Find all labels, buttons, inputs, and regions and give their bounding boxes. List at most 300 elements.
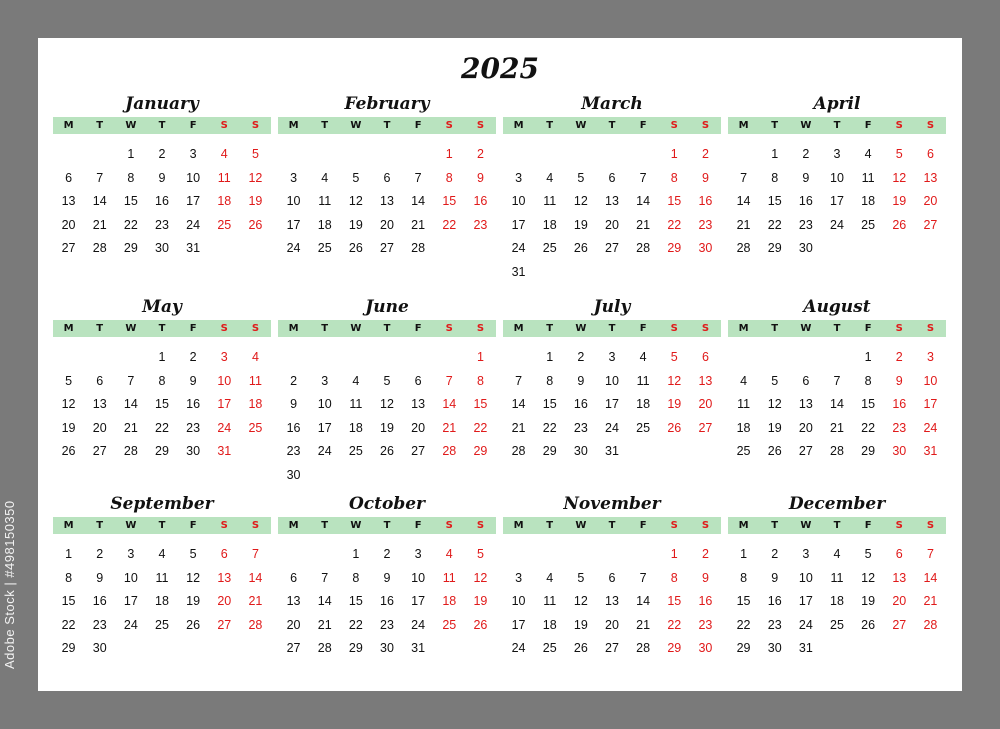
day-cell: 5	[864, 547, 872, 561]
day-cell: 9	[701, 170, 709, 185]
day-cell: 16	[286, 420, 301, 435]
day-cell: 30	[698, 241, 713, 255]
month-may	[53, 296, 271, 486]
empty-cell	[309, 543, 340, 567]
day-cell: 23	[473, 217, 488, 232]
day-cell: 11	[636, 373, 650, 388]
empty-cell	[53, 346, 84, 370]
weekday-header	[503, 320, 721, 337]
day-cell: 20	[798, 420, 813, 435]
day-cell: 14	[511, 397, 526, 411]
day-cell: 21	[830, 420, 844, 435]
day-cell: 1	[65, 547, 73, 561]
day-cell: 4	[220, 147, 228, 161]
day-cell: 19	[892, 194, 907, 208]
day-cell: 13	[217, 570, 232, 585]
weekday-label: S	[445, 323, 453, 334]
day-cell: 4	[321, 170, 329, 185]
day-cell: 12	[348, 194, 363, 208]
weekday-label: S	[926, 323, 935, 334]
day-cell: 21	[736, 217, 751, 232]
month-name: May	[142, 297, 182, 317]
day-grid	[278, 346, 496, 487]
weekday-label: T	[833, 120, 841, 131]
day-cell: 29	[473, 444, 488, 458]
day-grid	[728, 143, 946, 261]
day-cell: 24	[411, 617, 426, 632]
day-cell: 20	[92, 420, 107, 435]
day-cell: 24	[286, 241, 301, 255]
day-cell: 17	[605, 397, 619, 411]
weekday-label: T	[771, 520, 779, 531]
weekday-label: T	[321, 323, 329, 334]
day-cell: 11	[217, 170, 231, 185]
day-cell: 10	[923, 373, 938, 388]
day-cell: 22	[61, 617, 76, 632]
day-cell: 7	[445, 373, 453, 388]
day-cell: 18	[317, 217, 332, 232]
day-cell: 6	[701, 350, 709, 364]
empty-cell	[371, 143, 402, 167]
day-cell: 10	[317, 397, 332, 411]
day-cell: 8	[670, 570, 678, 585]
day-cell: 27	[217, 617, 232, 632]
day-cell: 13	[798, 397, 813, 411]
weekday-label: F	[189, 120, 197, 131]
weekday-label: F	[414, 120, 422, 131]
day-cell: 3	[414, 547, 422, 561]
day-cell: 7	[321, 570, 329, 585]
weekday-label: T	[158, 323, 166, 334]
day-grid	[728, 346, 946, 464]
day-cell: 8	[864, 373, 872, 388]
empty-cell	[503, 143, 534, 167]
day-cell: 14	[411, 194, 426, 208]
day-cell: 9	[802, 170, 810, 185]
day-cell: 1	[546, 350, 554, 364]
empty-cell	[84, 143, 115, 167]
day-cell: 3	[321, 373, 329, 388]
day-cell: 16	[186, 397, 201, 411]
weekday-label: M	[738, 520, 749, 531]
day-cell: 17	[511, 617, 526, 632]
weekday-label: F	[864, 520, 872, 531]
weekday-label: S	[445, 120, 453, 131]
day-cell: 9	[701, 570, 709, 585]
weekday-label: W	[125, 323, 137, 334]
day-cell: 17	[511, 217, 526, 232]
weekday-label: T	[96, 520, 104, 531]
day-cell: 10	[286, 194, 301, 208]
day-cell: 12	[667, 373, 682, 388]
day-cell: 25	[636, 420, 651, 435]
day-cell: 12	[248, 170, 263, 185]
day-cell: 28	[736, 241, 751, 255]
day-cell: 4	[158, 547, 166, 561]
day-cell: 31	[511, 264, 526, 279]
day-cell: 7	[127, 373, 135, 388]
day-cell: 14	[923, 570, 938, 585]
day-cell: 25	[861, 217, 876, 232]
day-cell: 3	[189, 147, 197, 161]
empty-cell	[403, 143, 434, 167]
day-cell: 21	[636, 617, 651, 632]
day-cell: 25	[542, 241, 557, 255]
empty-cell	[403, 346, 434, 370]
empty-cell	[596, 543, 627, 567]
day-cell: 24	[511, 241, 526, 255]
weekday-label: S	[220, 120, 228, 131]
day-cell: 19	[473, 594, 488, 608]
day-cell: 26	[186, 617, 201, 632]
day-cell: 4	[445, 547, 453, 561]
day-cell: 2	[158, 147, 166, 161]
day-cell: 1	[670, 147, 678, 161]
day-cell: 12	[573, 594, 588, 608]
weekday-label: T	[546, 323, 554, 334]
day-cell: 29	[348, 641, 363, 655]
day-cell: 23	[798, 217, 813, 232]
day-cell: 22	[767, 217, 782, 232]
day-cell: 8	[740, 570, 748, 585]
day-cell: 5	[251, 147, 259, 161]
weekday-label: T	[321, 120, 329, 131]
day-cell: 2	[771, 547, 779, 561]
stock-watermark: Adobe Stock | #498150350	[2, 500, 17, 670]
day-cell: 19	[186, 594, 201, 608]
day-cell: 22	[736, 617, 751, 632]
day-cell: 25	[248, 420, 263, 435]
weekday-label: S	[701, 520, 710, 531]
day-cell: 10	[798, 570, 813, 585]
day-cell: 1	[670, 547, 678, 561]
month-january	[53, 93, 271, 283]
day-cell: 14	[636, 194, 651, 208]
day-cell: 12	[186, 570, 201, 585]
day-cell: 13	[605, 594, 619, 608]
month-october	[278, 493, 496, 683]
day-cell: 11	[543, 594, 557, 608]
day-cell: 15	[155, 397, 169, 411]
weekday-label: T	[96, 323, 104, 334]
day-cell: 19	[767, 420, 782, 435]
day-cell: 2	[577, 350, 585, 364]
day-cell: 12	[767, 397, 782, 411]
weekday-label: T	[383, 323, 391, 334]
day-cell: 27	[698, 420, 713, 435]
day-cell: 19	[667, 397, 682, 411]
day-cell: 22	[155, 420, 169, 435]
day-cell: 14	[92, 194, 107, 208]
day-cell: 5	[577, 570, 585, 585]
empty-cell	[565, 543, 596, 567]
day-cell: 7	[639, 170, 647, 185]
day-cell: 15	[667, 194, 682, 208]
day-cell: 4	[639, 350, 647, 364]
empty-cell	[84, 346, 115, 370]
empty-cell	[821, 346, 852, 370]
day-cell: 23	[698, 217, 713, 232]
calendar-sheet	[38, 38, 962, 691]
day-cell: 19	[248, 194, 263, 208]
empty-cell	[53, 143, 84, 167]
day-cell: 9	[189, 373, 197, 388]
day-cell: 3	[515, 570, 523, 585]
empty-cell	[596, 143, 627, 167]
day-cell: 4	[740, 373, 748, 388]
month-march	[503, 93, 721, 283]
weekday-label: W	[800, 120, 812, 131]
weekday-label: T	[608, 520, 616, 531]
day-cell: 26	[473, 617, 488, 632]
day-grid	[503, 543, 721, 661]
day-cell: 11	[318, 194, 332, 208]
day-cell: 30	[892, 444, 907, 458]
day-cell: 2	[96, 547, 104, 561]
day-cell: 29	[61, 641, 76, 655]
day-cell: 26	[892, 217, 907, 232]
day-cell: 20	[605, 617, 619, 632]
weekday-label: M	[288, 120, 299, 131]
day-cell: 21	[317, 617, 332, 632]
weekday-header	[278, 320, 496, 337]
weekday-label: W	[125, 520, 137, 531]
day-cell: 21	[248, 594, 263, 608]
day-cell: 23	[286, 444, 301, 458]
day-cell: 15	[667, 594, 682, 608]
day-cell: 26	[61, 444, 76, 458]
day-cell: 18	[636, 397, 651, 411]
day-cell: 3	[515, 170, 523, 185]
weekday-label: T	[608, 323, 616, 334]
day-cell: 24	[186, 217, 201, 232]
empty-cell	[115, 346, 146, 370]
day-cell: 11	[155, 570, 169, 585]
day-cell: 30	[186, 444, 201, 458]
weekday-header	[503, 517, 721, 534]
day-cell: 14	[736, 194, 751, 208]
empty-cell	[728, 143, 759, 167]
weekday-label: M	[513, 323, 524, 334]
day-cell: 30	[92, 641, 107, 655]
day-cell: 5	[383, 373, 391, 388]
empty-cell	[503, 346, 534, 370]
day-cell: 10	[605, 373, 619, 388]
day-cell: 22	[861, 420, 876, 435]
day-cell: 18	[442, 594, 457, 608]
day-cell: 20	[605, 217, 619, 232]
day-cell: 1	[740, 547, 748, 561]
day-cell: 20	[217, 594, 232, 608]
weekday-label: T	[546, 120, 554, 131]
day-cell: 26	[573, 241, 588, 255]
month-name: January	[125, 94, 199, 114]
day-cell: 5	[65, 373, 73, 388]
day-cell: 2	[290, 373, 298, 388]
day-cell: 21	[92, 217, 107, 232]
day-cell: 28	[636, 641, 651, 655]
day-cell: 12	[573, 194, 588, 208]
day-cell: 9	[771, 570, 779, 585]
weekday-label: S	[670, 120, 678, 131]
day-cell: 7	[414, 170, 422, 185]
day-cell: 22	[442, 217, 457, 232]
weekday-label: F	[189, 323, 197, 334]
day-cell: 13	[605, 194, 619, 208]
day-cell: 4	[833, 547, 841, 561]
day-cell: 5	[577, 170, 585, 185]
empty-cell	[278, 543, 309, 567]
month-name: October	[348, 494, 425, 514]
weekday-label: S	[895, 120, 903, 131]
weekday-label: M	[738, 323, 749, 334]
day-cell: 12	[380, 397, 394, 411]
weekday-header	[53, 517, 271, 534]
day-cell: 7	[639, 570, 647, 585]
day-cell: 25	[736, 444, 751, 458]
weekday-label: F	[414, 520, 422, 531]
day-cell: 4	[352, 373, 360, 388]
day-grid	[53, 346, 271, 464]
weekday-label: T	[608, 120, 616, 131]
day-cell: 7	[740, 170, 748, 185]
day-cell: 15	[736, 594, 751, 608]
month-name: February	[344, 94, 430, 114]
day-cell: 30	[155, 241, 169, 255]
weekday-label: S	[476, 323, 485, 334]
weekday-header	[278, 117, 496, 134]
day-cell: 29	[861, 444, 876, 458]
day-cell: 17	[411, 594, 426, 608]
day-cell: 8	[476, 373, 484, 388]
weekday-label: F	[639, 520, 647, 531]
day-cell: 6	[290, 570, 298, 585]
weekday-label: F	[864, 120, 872, 131]
day-cell: 21	[411, 217, 426, 232]
empty-cell	[628, 543, 659, 567]
day-cell: 30	[698, 641, 713, 655]
day-cell: 15	[61, 594, 76, 608]
day-cell: 8	[158, 373, 166, 388]
day-cell: 6	[383, 170, 391, 185]
day-cell: 30	[798, 241, 813, 255]
day-cell: 14	[123, 397, 138, 411]
day-cell: 11	[861, 170, 875, 185]
day-cell: 5	[771, 373, 779, 388]
day-cell: 26	[667, 420, 682, 435]
day-cell: 6	[895, 547, 903, 561]
day-cell: 24	[605, 420, 619, 435]
day-cell: 27	[892, 617, 907, 632]
empty-cell	[503, 543, 534, 567]
day-cell: 27	[605, 241, 619, 255]
day-cell: 2	[189, 350, 197, 364]
day-cell: 6	[220, 547, 228, 561]
day-cell: 1	[158, 350, 166, 364]
day-cell: 10	[411, 570, 426, 585]
weekday-label: S	[220, 520, 228, 531]
weekday-label: F	[639, 323, 647, 334]
weekday-header	[503, 117, 721, 134]
weekday-label: T	[833, 520, 841, 531]
day-cell: 19	[61, 420, 76, 435]
day-cell: 14	[442, 397, 457, 411]
weekday-header	[53, 320, 271, 337]
day-cell: 16	[380, 594, 394, 608]
day-cell: 11	[543, 194, 557, 208]
day-cell: 13	[92, 397, 107, 411]
day-cell: 28	[317, 641, 332, 655]
day-cell: 4	[251, 350, 259, 364]
day-cell: 22	[473, 420, 488, 435]
weekday-label: W	[575, 520, 587, 531]
day-cell: 28	[248, 617, 263, 632]
day-grid	[503, 346, 721, 464]
month-name: September	[110, 494, 214, 514]
day-cell: 23	[92, 617, 107, 632]
weekday-label: W	[350, 120, 362, 131]
day-cell: 25	[830, 617, 844, 632]
day-cell: 13	[286, 594, 301, 608]
day-cell: 16	[698, 594, 713, 608]
day-cell: 24	[217, 420, 232, 435]
day-cell: 25	[348, 444, 363, 458]
day-cell: 27	[286, 641, 301, 655]
weekday-label: T	[833, 323, 841, 334]
day-cell: 6	[65, 170, 73, 185]
day-cell: 31	[923, 444, 938, 458]
empty-cell	[371, 346, 402, 370]
weekday-label: F	[639, 120, 647, 131]
weekday-label: M	[288, 520, 299, 531]
day-cell: 20	[380, 217, 394, 232]
day-cell: 16	[155, 194, 169, 208]
day-cell: 31	[217, 444, 232, 458]
day-cell: 12	[892, 170, 907, 185]
day-cell: 19	[380, 420, 394, 435]
day-cell: 8	[771, 170, 779, 185]
day-cell: 23	[380, 617, 394, 632]
day-cell: 12	[61, 397, 76, 411]
day-cell: 19	[348, 217, 363, 232]
day-cell: 18	[542, 217, 557, 232]
weekday-label: S	[926, 520, 935, 531]
day-cell: 8	[352, 570, 360, 585]
weekday-label: T	[158, 520, 166, 531]
day-grid	[728, 543, 946, 661]
day-cell: 29	[667, 241, 682, 255]
day-cell: 18	[542, 617, 557, 632]
day-cell: 19	[573, 217, 588, 232]
day-cell: 27	[605, 641, 619, 655]
day-cell: 30	[767, 641, 782, 655]
day-cell: 28	[511, 444, 526, 458]
day-cell: 9	[476, 170, 484, 185]
day-cell: 13	[61, 194, 76, 208]
day-cell: 24	[830, 217, 844, 232]
day-cell: 31	[798, 641, 813, 655]
weekday-label: S	[701, 120, 710, 131]
weekday-label: W	[125, 120, 137, 131]
day-cell: 6	[802, 373, 810, 388]
day-cell: 9	[96, 570, 104, 585]
day-cell: 26	[767, 444, 782, 458]
day-cell: 9	[895, 373, 903, 388]
day-cell: 23	[186, 420, 201, 435]
weekday-label: S	[670, 323, 678, 334]
day-cell: 19	[861, 594, 876, 608]
day-cell: 1	[771, 147, 779, 161]
